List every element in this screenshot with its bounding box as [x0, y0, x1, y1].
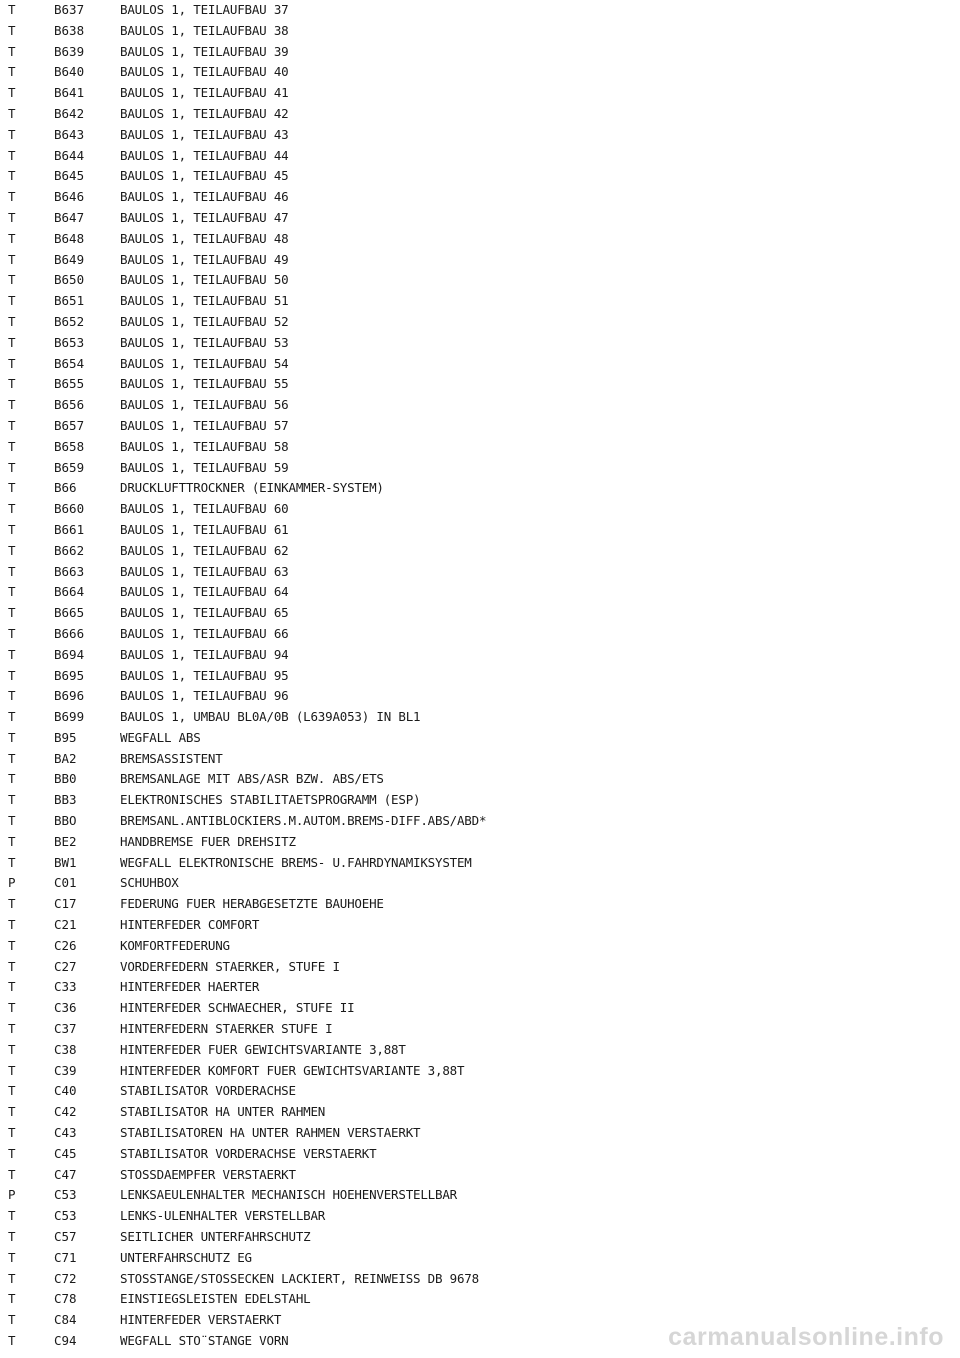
- row-type: T: [8, 1208, 16, 1224]
- row-code: B655: [54, 376, 85, 392]
- row-description: WEGFALL ABS: [120, 729, 201, 745]
- row-code: B650: [54, 272, 85, 288]
- row-description: BAULOS 1, TEILAUFBAU 44: [120, 147, 289, 163]
- row-type: T: [8, 438, 16, 454]
- row-description: BAULOS 1, TEILAUFBAU 42: [120, 105, 289, 121]
- row-description: BAULOS 1, TEILAUFBAU 43: [120, 126, 289, 142]
- row-code: C45: [54, 1145, 77, 1161]
- row-description: BAULOS 1, TEILAUFBAU 61: [120, 521, 289, 537]
- row-description: ELEKTRONISCHES STABILITAETSPROGRAMM (ESP): [120, 792, 421, 808]
- row-description: BAULOS 1, TEILAUFBAU 52: [120, 313, 289, 329]
- row-code: B95: [54, 729, 77, 745]
- row-type: T: [8, 501, 16, 517]
- row-code: B647: [54, 209, 85, 225]
- row-description: BAULOS 1, TEILAUFBAU 66: [120, 625, 289, 641]
- row-type: T: [8, 1333, 16, 1348]
- row-type: T: [8, 334, 16, 350]
- row-description: BAULOS 1, TEILAUFBAU 96: [120, 688, 289, 704]
- row-type: T: [8, 625, 16, 641]
- row-code: B643: [54, 126, 85, 142]
- row-type: T: [8, 459, 16, 475]
- row-type: T: [8, 709, 16, 725]
- row-description: VORDERFEDERN STAERKER, STUFE I: [120, 958, 340, 974]
- row-description: BAULOS 1, UMBAU BL0A/0B (L639A053) IN BL1: [120, 709, 421, 725]
- row-type: T: [8, 563, 16, 579]
- row-description: STABILISATOR HA UNTER RAHMEN: [120, 1104, 326, 1120]
- row-description: BAULOS 1, TEILAUFBAU 49: [120, 251, 289, 267]
- row-type: T: [8, 750, 16, 766]
- row-code: C72: [54, 1270, 77, 1286]
- row-description: HINTERFEDER VERSTAERKT: [120, 1312, 282, 1328]
- row-type: T: [8, 1312, 16, 1328]
- row-type: T: [8, 605, 16, 621]
- row-type: T: [8, 729, 16, 745]
- row-description: BAULOS 1, TEILAUFBAU 50: [120, 272, 289, 288]
- row-code: BW1: [54, 854, 77, 870]
- row-code: C84: [54, 1312, 77, 1328]
- row-type: T: [8, 355, 16, 371]
- row-type: T: [8, 1000, 16, 1016]
- row-type: T: [8, 1125, 16, 1141]
- row-type: T: [8, 376, 16, 392]
- row-code: B642: [54, 105, 85, 121]
- row-code: B660: [54, 501, 85, 517]
- row-type: T: [8, 1291, 16, 1307]
- row-type: T: [8, 646, 16, 662]
- row-type: T: [8, 1041, 16, 1057]
- row-description: HANDBREMSE FUER DREHSITZ: [120, 833, 296, 849]
- row-description: DRUCKLUFTTROCKNER (EINKAMMER-SYSTEM): [120, 480, 384, 496]
- row-description: BAULOS 1, TEILAUFBAU 63: [120, 563, 289, 579]
- row-code: B651: [54, 293, 85, 309]
- row-description: BAULOS 1, TEILAUFBAU 37: [120, 2, 289, 17]
- row-type: T: [8, 293, 16, 309]
- row-description: KOMFORTFEDERUNG: [120, 937, 230, 953]
- row-code: C17: [54, 896, 77, 912]
- row-code: BB0: [54, 771, 77, 787]
- row-description: BAULOS 1, TEILAUFBAU 57: [120, 417, 289, 433]
- row-description: STABILISATOR VORDERACHSE VERSTAERKT: [120, 1145, 377, 1161]
- row-code: B656: [54, 397, 85, 413]
- row-type: T: [8, 230, 16, 246]
- row-code: C33: [54, 979, 77, 995]
- row-type: T: [8, 1083, 16, 1099]
- row-description: HINTERFEDER KOMFORT FUER GEWICHTSVARIANTE 3,88T: [120, 1062, 465, 1078]
- row-description: BAULOS 1, TEILAUFBAU 39: [120, 43, 289, 59]
- row-code: C42: [54, 1104, 77, 1120]
- row-code: C39: [54, 1062, 77, 1078]
- row-code: BB3: [54, 792, 77, 808]
- row-code: B658: [54, 438, 85, 454]
- row-code: B659: [54, 459, 85, 475]
- row-code: B664: [54, 584, 85, 600]
- row-type: T: [8, 1166, 16, 1182]
- row-type: T: [8, 688, 16, 704]
- row-code: B666: [54, 625, 85, 641]
- row-description: BAULOS 1, TEILAUFBAU 53: [120, 334, 289, 350]
- row-description: STOSSDAEMPFER VERSTAERKT: [120, 1166, 296, 1182]
- row-code: BE2: [54, 833, 77, 849]
- row-code: C43: [54, 1125, 77, 1141]
- row-type: T: [8, 43, 16, 59]
- row-type: T: [8, 771, 16, 787]
- row-type: T: [8, 896, 16, 912]
- row-code: C94: [54, 1333, 77, 1348]
- row-type: T: [8, 417, 16, 433]
- row-type: T: [8, 189, 16, 205]
- row-code: B665: [54, 605, 85, 621]
- row-code: B654: [54, 355, 85, 371]
- row-description: HINTERFEDER HAERTER: [120, 979, 260, 995]
- row-description: BAULOS 1, TEILAUFBAU 59: [120, 459, 289, 475]
- row-type: T: [8, 1249, 16, 1265]
- row-code: C53: [54, 1208, 77, 1224]
- row-type: T: [8, 1229, 16, 1245]
- row-code: B699: [54, 709, 85, 725]
- row-description: BREMSANL.ANTIBLOCKIERS.M.AUTOM.BREMS-DIFF.ABS/ABD*: [120, 813, 487, 829]
- row-description: HINTERFEDER FUER GEWICHTSVARIANTE 3,88T: [120, 1041, 406, 1057]
- row-code: C38: [54, 1041, 77, 1057]
- row-code: B645: [54, 168, 85, 184]
- row-code: C26: [54, 937, 77, 953]
- row-type: T: [8, 272, 16, 288]
- row-description: SCHUHBOX: [120, 875, 179, 891]
- row-code: C53: [54, 1187, 77, 1203]
- row-type: P: [8, 875, 16, 891]
- row-type: T: [8, 209, 16, 225]
- row-type: T: [8, 792, 16, 808]
- row-code: BA2: [54, 750, 77, 766]
- row-type: T: [8, 126, 16, 142]
- row-description: STABILISATOREN HA UNTER RAHMEN VERSTAERKT: [120, 1125, 421, 1141]
- row-description: STOSSTANGE/STOSSECKEN LACKIERT, REINWEISS DB 9678: [120, 1270, 479, 1286]
- row-type: T: [8, 521, 16, 537]
- watermark: carmanualsonline.info: [668, 1323, 944, 1351]
- row-type: T: [8, 251, 16, 267]
- row-code: B661: [54, 521, 85, 537]
- row-type: T: [8, 813, 16, 829]
- row-type: T: [8, 105, 16, 121]
- row-code: B653: [54, 334, 85, 350]
- row-description: BAULOS 1, TEILAUFBAU 64: [120, 584, 289, 600]
- row-type: T: [8, 313, 16, 329]
- row-type: T: [8, 917, 16, 933]
- row-code: B646: [54, 189, 85, 205]
- row-code: C36: [54, 1000, 77, 1016]
- row-description: EINSTIEGSLEISTEN EDELSTAHL: [120, 1291, 311, 1307]
- row-description: UNTERFAHRSCHUTZ EG: [120, 1249, 252, 1265]
- row-type: T: [8, 147, 16, 163]
- row-description: BAULOS 1, TEILAUFBAU 58: [120, 438, 289, 454]
- row-code: B696: [54, 688, 85, 704]
- row-code: B649: [54, 251, 85, 267]
- row-description: HINTERFEDERN STAERKER STUFE I: [120, 1021, 333, 1037]
- row-code: C40: [54, 1083, 77, 1099]
- row-code: C57: [54, 1229, 77, 1245]
- row-description: FEDERUNG FUER HERABGESETZTE BAUHOEHE: [120, 896, 384, 912]
- row-description: BAULOS 1, TEILAUFBAU 46: [120, 189, 289, 205]
- row-type: T: [8, 85, 16, 101]
- row-type: T: [8, 979, 16, 995]
- row-type: T: [8, 480, 16, 496]
- row-description: BAULOS 1, TEILAUFBAU 51: [120, 293, 289, 309]
- row-description: BAULOS 1, TEILAUFBAU 48: [120, 230, 289, 246]
- row-type: P: [8, 1187, 16, 1203]
- row-description: BAULOS 1, TEILAUFBAU 60: [120, 501, 289, 517]
- row-description: BAULOS 1, TEILAUFBAU 47: [120, 209, 289, 225]
- row-code: C27: [54, 958, 77, 974]
- row-code: C21: [54, 917, 77, 933]
- row-type: T: [8, 168, 16, 184]
- row-code: C01: [54, 875, 77, 891]
- row-description: WEGFALL ELEKTRONISCHE BREMS- U.FAHRDYNAMIKSYSTEM: [120, 854, 472, 870]
- row-type: T: [8, 667, 16, 683]
- row-code: B648: [54, 230, 85, 246]
- row-type: T: [8, 854, 16, 870]
- row-description: BAULOS 1, TEILAUFBAU 55: [120, 376, 289, 392]
- row-code: C37: [54, 1021, 77, 1037]
- row-type: T: [8, 1021, 16, 1037]
- row-code: B694: [54, 646, 85, 662]
- row-code: B652: [54, 313, 85, 329]
- row-code: B657: [54, 417, 85, 433]
- row-description: SEITLICHER UNTERFAHRSCHUTZ: [120, 1229, 311, 1245]
- row-type: T: [8, 937, 16, 953]
- row-type: T: [8, 1270, 16, 1286]
- row-type: T: [8, 584, 16, 600]
- row-description: BAULOS 1, TEILAUFBAU 40: [120, 64, 289, 80]
- row-code: B66: [54, 480, 77, 496]
- row-description: BAULOS 1, TEILAUFBAU 65: [120, 605, 289, 621]
- row-type: T: [8, 397, 16, 413]
- row-description: BAULOS 1, TEILAUFBAU 38: [120, 22, 289, 38]
- row-code: B639: [54, 43, 85, 59]
- row-description: BREMSASSISTENT: [120, 750, 223, 766]
- row-type: T: [8, 2, 16, 17]
- row-description: BAULOS 1, TEILAUFBAU 62: [120, 542, 289, 558]
- row-description: BAULOS 1, TEILAUFBAU 94: [120, 646, 289, 662]
- row-code: C47: [54, 1166, 77, 1182]
- row-type: T: [8, 1145, 16, 1161]
- row-code: C78: [54, 1291, 77, 1307]
- row-description: STABILISATOR VORDERACHSE: [120, 1083, 296, 1099]
- row-type: T: [8, 22, 16, 38]
- row-description: BAULOS 1, TEILAUFBAU 95: [120, 667, 289, 683]
- row-code: B641: [54, 85, 85, 101]
- row-description: BAULOS 1, TEILAUFBAU 45: [120, 168, 289, 184]
- row-type: T: [8, 542, 16, 558]
- row-type: T: [8, 1104, 16, 1120]
- row-description: BAULOS 1, TEILAUFBAU 41: [120, 85, 289, 101]
- row-type: T: [8, 1062, 16, 1078]
- row-code: B662: [54, 542, 85, 558]
- row-description: HINTERFEDER SCHWAECHER, STUFE II: [120, 1000, 355, 1016]
- row-description: HINTERFEDER COMFORT: [120, 917, 260, 933]
- row-code: B637: [54, 2, 85, 17]
- row-code: B695: [54, 667, 85, 683]
- row-description: BREMSANLAGE MIT ABS/ASR BZW. ABS/ETS: [120, 771, 384, 787]
- row-type: T: [8, 64, 16, 80]
- row-code: B663: [54, 563, 85, 579]
- row-description: LENKS-ULENHALTER VERSTELLBAR: [120, 1208, 326, 1224]
- row-code: B644: [54, 147, 85, 163]
- row-code: B638: [54, 22, 85, 38]
- row-type: T: [8, 958, 16, 974]
- row-description: LENKSAEULENHALTER MECHANISCH HOEHENVERSTELLBAR: [120, 1187, 457, 1203]
- row-description: BAULOS 1, TEILAUFBAU 54: [120, 355, 289, 371]
- row-code: B640: [54, 64, 85, 80]
- row-code: C71: [54, 1249, 77, 1265]
- row-description: BAULOS 1, TEILAUFBAU 56: [120, 397, 289, 413]
- row-code: BBO: [54, 813, 77, 829]
- row-description: WEGFALL STO¨STANGE VORN: [120, 1333, 289, 1348]
- row-type: T: [8, 833, 16, 849]
